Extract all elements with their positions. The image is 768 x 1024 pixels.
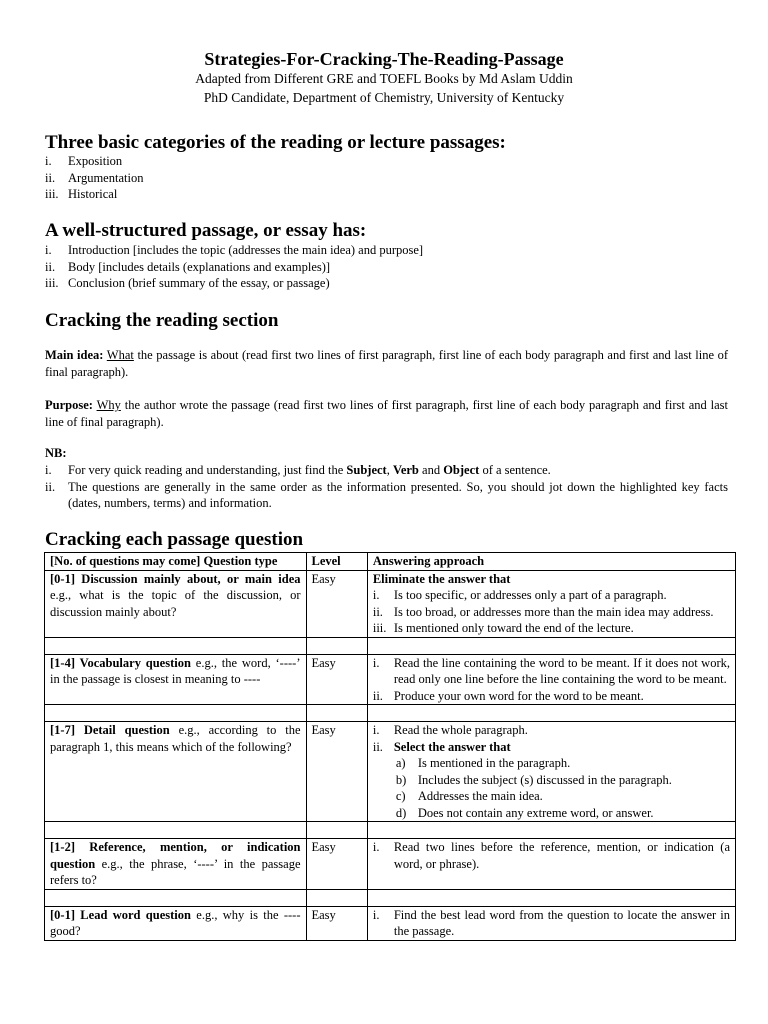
- list-item: [45, 242, 735, 259]
- question-type-name: [0-1] Lead word question: [50, 907, 191, 922]
- document-subtitle-author: PhD Candidate, Department of Chemistry, University of Kentucky: [203, 90, 565, 105]
- question-type-example: e.g., the word, ‘----’ in the passage is closest in meaning to ----: [50, 655, 301, 686]
- sub-list-text: Addresses the main idea.: [417, 789, 543, 803]
- sub-list-letter: c): [395, 789, 406, 803]
- list-number: i.: [372, 840, 380, 854]
- level-cell: Easy: [306, 839, 367, 890]
- list-item: [373, 839, 730, 872]
- question-type-cell: [45, 570, 307, 637]
- document-title: Strategies-For-Cracking-The-Reading-Passage: [204, 49, 564, 69]
- table-spacer-row: [45, 637, 736, 654]
- approach-cell: [367, 570, 735, 637]
- main-idea-text: the passage is about (read first two lines of first paragraph, first line of each body paragraph and first and last line of final paragraph).: [45, 348, 729, 379]
- list-text: Select the answer that: [393, 739, 511, 754]
- question-type-name: [1-7] Detail question: [50, 723, 170, 737]
- reading-heading: Cracking the reading section: [45, 310, 279, 331]
- list-text: Is too specific, or addresses only a part of a paragraph.: [393, 588, 667, 602]
- main-idea-label: Main idea:: [45, 348, 104, 362]
- approach-list: [373, 655, 730, 705]
- list-text: Produce your own word for the word to be meant.: [393, 688, 644, 703]
- list-number: iii.: [372, 621, 387, 635]
- question-type-cell: [45, 906, 307, 940]
- list-item: [373, 604, 730, 621]
- sub-list-item: [394, 755, 730, 772]
- questions-heading: Cracking each passage question: [45, 529, 304, 550]
- sub-list-text: Includes the subject (s) discussed in the paragraph.: [417, 772, 672, 787]
- table-spacer-row: [45, 889, 736, 906]
- list-number: i.: [45, 154, 52, 168]
- list-text: Argumentation: [68, 170, 144, 185]
- nb1-subject: Subject: [346, 463, 387, 477]
- list-number: i.: [372, 723, 380, 737]
- approach-list: [373, 839, 730, 872]
- list-number: i.: [372, 655, 380, 670]
- question-type-name: [1-4] Vocabulary question: [50, 655, 191, 670]
- column-header-approach: Answering approach: [367, 553, 735, 571]
- approach-list: [373, 907, 730, 940]
- list-item: [373, 620, 730, 637]
- purpose-key: Why: [96, 398, 121, 412]
- table-header-row: [45, 553, 736, 571]
- list-number: ii.: [45, 259, 56, 274]
- main-idea-key: What: [106, 348, 134, 362]
- table-row: [45, 570, 736, 637]
- column-header-question-type: [No. of questions may come] Question type: [45, 553, 307, 571]
- table-row: [45, 906, 736, 940]
- approach-cell: [367, 654, 735, 705]
- list-item: [373, 739, 730, 822]
- structure-list: [45, 242, 735, 292]
- nb-label-text: NB:: [45, 446, 67, 460]
- list-text: Body [includes details (explanations and examples)]: [68, 259, 331, 274]
- list-item: [45, 170, 735, 187]
- list-number: i.: [372, 588, 380, 602]
- purpose-paragraph: [45, 397, 728, 431]
- nb2-text: The questions are generally in the same order as the information presented. So, you should jot down the highlighted key facts (dates, numbers, terms) and information.: [68, 479, 728, 510]
- list-number: i.: [45, 463, 52, 477]
- table-row: [45, 722, 736, 822]
- nb1-text-a: For very quick reading and understanding, just find the: [68, 463, 347, 477]
- sub-list: [394, 755, 730, 821]
- nb1-verb: Verb: [392, 463, 419, 477]
- level-cell: Easy: [306, 654, 367, 705]
- list-text: Read the line containing the word to be meant. If it does not work, read only one line before the line containing the word to be meant.: [393, 655, 730, 686]
- list-text: Is too broad, or addresses more than the main idea may address.: [393, 604, 714, 619]
- approach-lead: Eliminate the answer that: [372, 571, 511, 586]
- list-text: Find the best lead word from the question to locate the answer in the passage.: [393, 907, 730, 938]
- nb1-object: Object: [443, 463, 480, 477]
- table-spacer-row: [45, 705, 736, 722]
- level-cell: Easy: [306, 906, 367, 940]
- main-idea-paragraph: [45, 347, 728, 381]
- list-number: ii.: [372, 688, 383, 703]
- question-type-example: e.g., the phrase, ‘----’ in the passage refers to?: [50, 856, 301, 887]
- list-number: iii.: [45, 187, 59, 201]
- approach-cell: [367, 906, 735, 940]
- list-item: [373, 655, 730, 688]
- list-item: [373, 907, 730, 940]
- question-types-table: [44, 552, 736, 941]
- sub-list-letter: d): [395, 805, 407, 820]
- nb-list: [45, 462, 728, 512]
- list-text: Read two lines before the reference, mention, or indication (a word, or phrase).: [393, 840, 730, 871]
- question-type-example: e.g., what is the topic of the discussion, or discussion mainly about?: [50, 588, 301, 619]
- structure-heading: A well-structured passage, or essay has:: [45, 220, 367, 241]
- approach-list: [373, 587, 730, 637]
- list-text: Exposition: [68, 154, 123, 168]
- question-type-example: e.g., why is the ---- good?: [50, 907, 301, 938]
- list-item: [45, 479, 728, 512]
- list-number: ii.: [372, 604, 383, 619]
- question-type-name: [0-1] Discussion mainly about, or main idea: [50, 571, 301, 586]
- approach-cell: [367, 722, 735, 822]
- list-item: [373, 587, 730, 604]
- list-text: Introduction [includes the topic (addresses the main idea) and purpose]: [68, 243, 424, 257]
- sub-list-item: [394, 788, 730, 805]
- nb1-text-d: of a sentence.: [479, 463, 551, 477]
- list-number: ii.: [372, 739, 383, 754]
- categories-list: [45, 153, 735, 203]
- nb-label: [45, 445, 728, 462]
- sub-list-letter: a): [395, 756, 406, 770]
- list-item: [45, 186, 735, 203]
- list-number: ii.: [45, 170, 56, 185]
- sub-list-text: Does not contain any extreme word, or answer.: [417, 805, 654, 820]
- question-type-cell: [45, 722, 307, 822]
- question-type-name: [1-2] Reference, mention, or indication question: [50, 840, 301, 871]
- list-item: [373, 722, 730, 739]
- level-cell: Easy: [306, 722, 367, 822]
- list-text: Is mentioned only toward the end of the lecture.: [393, 621, 634, 635]
- level-cell: Easy: [306, 570, 367, 637]
- list-item: [45, 153, 735, 170]
- column-header-level: Level: [306, 553, 367, 571]
- list-item: [373, 688, 730, 705]
- purpose-text: the author wrote the passage (read first two lines of first paragraph, first line of each body paragraph and first and last line of final paragraph).: [45, 398, 728, 429]
- question-type-cell: [45, 839, 307, 890]
- list-item: [45, 275, 735, 292]
- document-subtitle-source: Adapted from Different GRE and TOEFL Books by Md Aslam Uddin: [195, 71, 573, 86]
- list-text: Historical: [68, 187, 118, 201]
- list-item: [45, 462, 728, 479]
- sub-list-item: [394, 772, 730, 789]
- list-number: i.: [45, 243, 52, 257]
- approach-list: [373, 722, 730, 821]
- table-row: [45, 654, 736, 705]
- list-number: i.: [372, 907, 380, 922]
- approach-cell: [367, 839, 735, 890]
- list-item: [45, 259, 735, 276]
- question-type-example: e.g., according to the paragraph 1, this means which of the following?: [50, 723, 301, 754]
- categories-heading: Three basic categories of the reading or lecture passages:: [45, 132, 506, 153]
- list-number: ii.: [45, 479, 56, 494]
- sub-list-text: Is mentioned in the paragraph.: [417, 756, 571, 770]
- table-row: [45, 839, 736, 890]
- question-type-cell: [45, 654, 307, 705]
- sub-list-letter: b): [395, 772, 407, 787]
- nb1-text-b: ,: [386, 463, 393, 477]
- list-number: iii.: [45, 276, 59, 290]
- table-spacer-row: [45, 822, 736, 839]
- sub-list-item: [394, 805, 730, 822]
- list-text: Conclusion (brief summary of the essay, or passage): [68, 276, 330, 290]
- nb1-text-c: and: [418, 463, 444, 477]
- purpose-label: Purpose:: [45, 398, 93, 412]
- list-text: Read the whole paragraph.: [393, 723, 528, 737]
